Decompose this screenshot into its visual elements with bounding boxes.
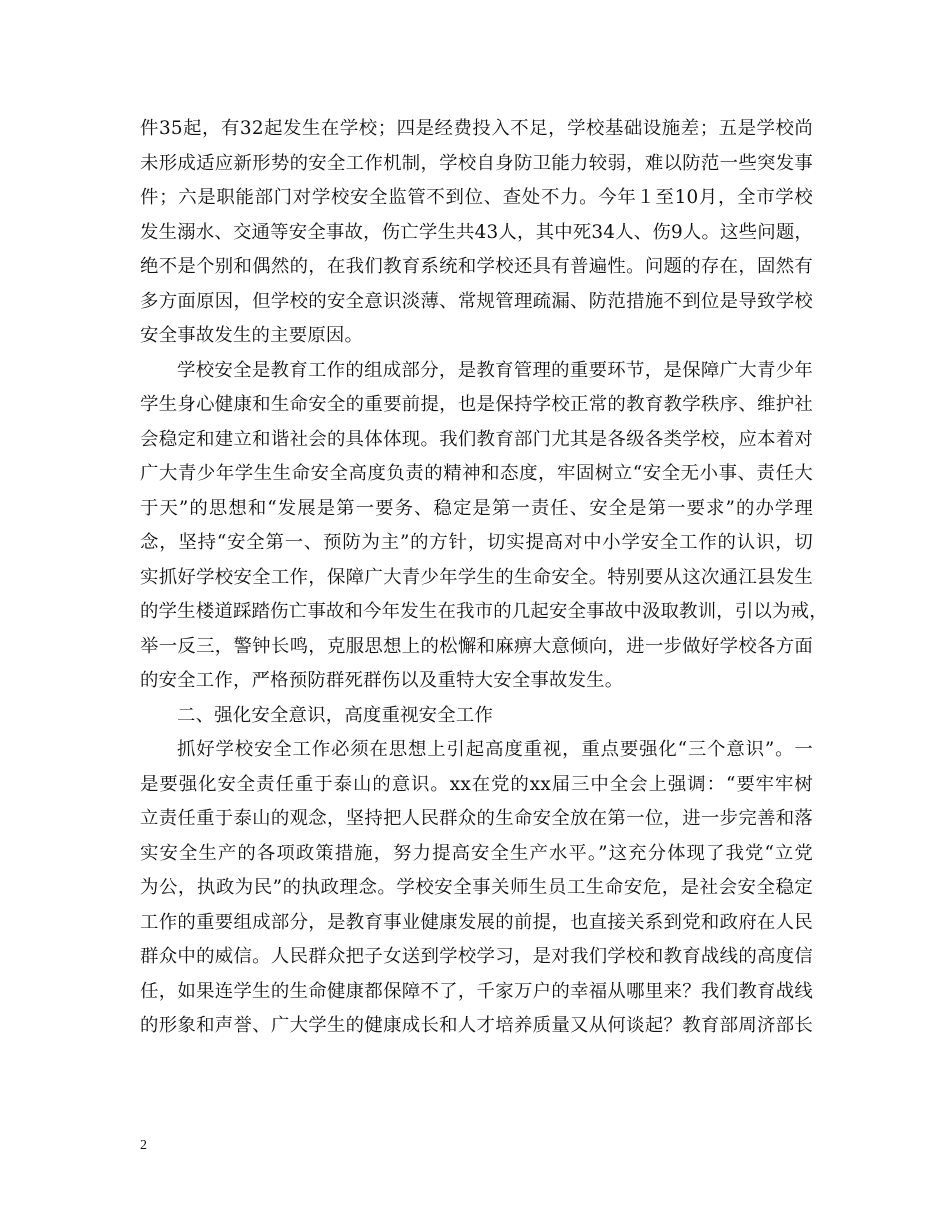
document-body <box>140 112 828 1044</box>
text-line: 于天”的思想和“发展是第一要务、稳定是第一责任、安全是第一要求”的办学理 <box>140 497 813 519</box>
text-line: 立责任重于泰山的观念，坚持把人民群众的生命安全放在第一位，进一步完善和落 <box>140 808 813 829</box>
text-line: 实抓好学校安全工作，保障广大青少年学生的生命安全。特别要从这次通江县发生 <box>140 566 813 588</box>
text-line: 的学生楼道踩踏伤亡事故和今年发生在我市的几起安全事故中汲取教训，引以为戒， <box>140 601 828 622</box>
text-line: 群众中的威信。人民群众把子女送到学校学习，是对我们学校和教育战线的高度信 <box>140 946 813 967</box>
text-line: 抓好学校安全工作必须在思想上引起高度重视，重点要强化“三个意识”。一 <box>177 739 813 760</box>
text-line: 件；六是职能部门对学校安全监管不到位、查处不力。今年１至10月，全市学校 <box>140 187 813 208</box>
text-line: 学校安全是教育工作的组成部分，是教育管理的重要环节，是保障广大青少年 <box>177 359 813 381</box>
text-line: 广大青少年学生生命安全高度负责的精神和态度，牢固树立“安全无小事、责任大 <box>140 463 813 484</box>
text-line: 学生身心健康和生命安全的重要前提，也是保持学校正常的教育教学秩序、维护社 <box>140 394 813 415</box>
text-line: 会稳定和建立和谐社会的具体体现。我们教育部门尤其是各级各类学校，应本着对 <box>140 428 813 450</box>
text-line: 绝不是个别和偶然的，在我们教育系统和学校还具有普遍性。问题的存在，固然有 <box>140 256 813 277</box>
text-line: 未形成适应新形势的安全工作机制，学校自身防卫能力较弱，难以防范一些突发事 <box>140 152 813 174</box>
page-number: 2 <box>140 1138 147 1153</box>
text-line: 举一反三，警钟长鸣，克服思想上的松懈和麻痹大意倾向，进一步做好学校各方面 <box>140 635 813 657</box>
text-line: 安全事故发生的主要原因。 <box>140 325 364 346</box>
text-line: 的安全工作，严格预防群死群伤以及重特大安全事故发生。 <box>140 670 624 691</box>
text-line: 发生溺水、交通等安全事故，伤亡学生共43人，其中死34人、伤9人。这些问题， <box>140 221 813 243</box>
text-line: 念，坚持“安全第一、预防为主”的方针，切实提高对中小学安全工作的认识，切 <box>140 532 813 553</box>
text-line: 二、强化安全意识，高度重视安全工作 <box>177 704 494 726</box>
text-line: 为公，执政为民”的执政理念。学校安全事关师生员工生命安危，是社会安全稳定 <box>140 877 813 898</box>
text-line: 工作的重要组成部分，是教育事业健康发展的前提，也直接关系到党和政府在人民 <box>140 911 813 933</box>
text-line: 件35起，有32起发生在学校；四是经费投入不足，学校基础设施差；五是学校尚 <box>140 118 813 139</box>
text-line: 任，如果连学生的生命健康都保障不了，千家万户的幸福从哪里来？我们教育战线 <box>140 980 813 1002</box>
text-line: 是要强化安全责任重于泰山的意识。xx在党的xx届三中全会上强调：“要牢牢树 <box>140 773 813 795</box>
text-line: 多方面原因，但学校的安全意识淡薄、常规管理疏漏、防范措施不到位是导致学校 <box>140 290 813 312</box>
text-line: 实安全生产的各项政策措施，努力提高安全生产水平。”这充分体现了我党“立党 <box>140 842 813 864</box>
text-line: 的形象和声誉、广大学生的健康成长和人才培养质量又从何谈起？教育部周济部长 <box>140 1015 813 1036</box>
